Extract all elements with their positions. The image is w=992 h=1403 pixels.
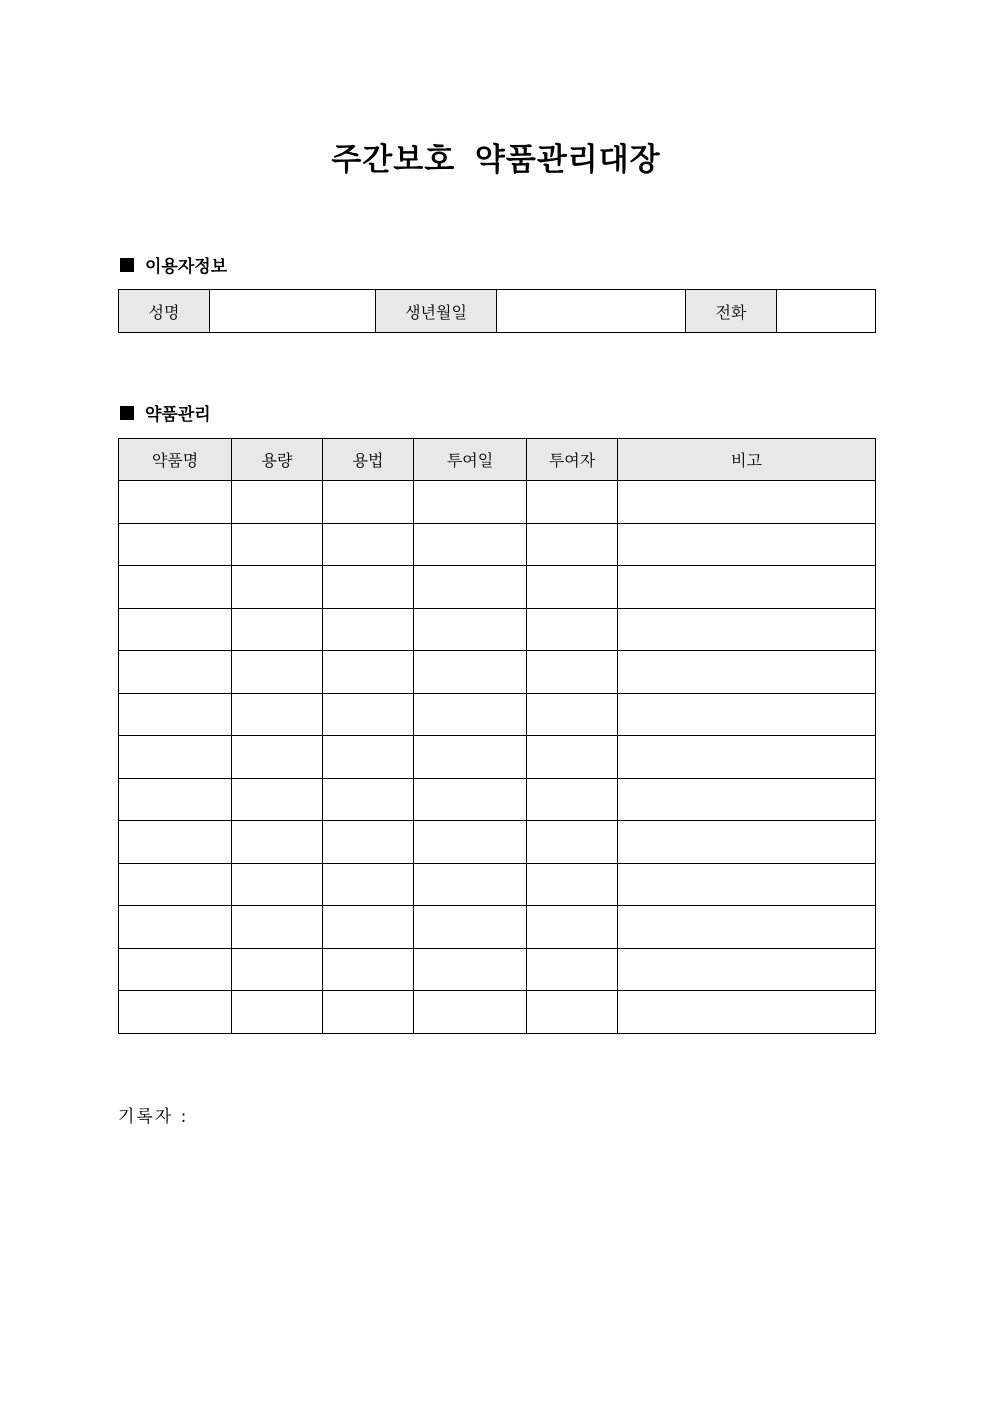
medicine-name-cell[interactable]: [119, 523, 232, 566]
user-info-row: [119, 290, 876, 333]
remarks-cell[interactable]: [618, 566, 876, 609]
table-row: [119, 523, 876, 566]
table-row: [119, 736, 876, 779]
medicine-name-cell[interactable]: [119, 693, 232, 736]
remarks-cell[interactable]: [618, 821, 876, 864]
usage-cell[interactable]: [323, 651, 414, 694]
user-info-heading-label: 이용자정보: [145, 257, 228, 277]
administration-date-cell[interactable]: [414, 523, 527, 566]
dose-cell[interactable]: [232, 906, 323, 949]
administered-by-cell[interactable]: [527, 863, 618, 906]
usage-cell[interactable]: [323, 778, 414, 821]
remarks-cell[interactable]: [618, 693, 876, 736]
table-row: [119, 778, 876, 821]
administration-date-cell[interactable]: [414, 693, 527, 736]
usage-cell[interactable]: [323, 863, 414, 906]
administration-date-cell[interactable]: [414, 821, 527, 864]
dose-cell[interactable]: [232, 523, 323, 566]
table-row: [119, 906, 876, 949]
dose-cell[interactable]: [232, 481, 323, 524]
administered-by-cell[interactable]: [527, 991, 618, 1034]
remarks-cell[interactable]: [618, 778, 876, 821]
square-bullet-icon: [120, 258, 134, 272]
user-info-table: [118, 289, 876, 333]
usage-cell[interactable]: [323, 566, 414, 609]
dose-cell[interactable]: [232, 736, 323, 779]
dose-cell[interactable]: [232, 948, 323, 991]
table-row: [119, 991, 876, 1034]
usage-cell[interactable]: [323, 608, 414, 651]
table-row: [119, 821, 876, 864]
medicine-name-cell[interactable]: [119, 863, 232, 906]
table-row: [119, 651, 876, 694]
dose-cell[interactable]: [232, 863, 323, 906]
usage-cell[interactable]: [323, 991, 414, 1034]
dose-cell[interactable]: [232, 778, 323, 821]
dose-cell[interactable]: [232, 991, 323, 1034]
administration-date-cell[interactable]: [414, 948, 527, 991]
birthdate-label: 생년월일: [376, 290, 497, 333]
medication-table: [118, 438, 876, 1034]
administration-date-cell[interactable]: [414, 778, 527, 821]
remarks-cell[interactable]: [618, 736, 876, 779]
dose-cell[interactable]: [232, 693, 323, 736]
administered-by-cell[interactable]: [527, 651, 618, 694]
administration-date-cell[interactable]: [414, 566, 527, 609]
column-header-medicine-name: 약품명: [119, 439, 232, 481]
administration-date-cell[interactable]: [414, 991, 527, 1034]
column-header-remarks: 비고: [618, 439, 876, 481]
table-row: [119, 566, 876, 609]
usage-cell[interactable]: [323, 906, 414, 949]
administered-by-cell[interactable]: [527, 906, 618, 949]
usage-cell[interactable]: [323, 693, 414, 736]
dose-cell[interactable]: [232, 651, 323, 694]
dose-cell[interactable]: [232, 566, 323, 609]
medication-heading: [118, 400, 211, 425]
column-header-usage: 용법: [323, 439, 414, 481]
administration-date-cell[interactable]: [414, 863, 527, 906]
usage-cell[interactable]: [323, 736, 414, 779]
medicine-name-cell[interactable]: [119, 821, 232, 864]
medication-header-row: [119, 439, 876, 481]
document-title: 주간보호 약품관리대장: [331, 142, 661, 178]
administration-date-cell[interactable]: [414, 651, 527, 694]
medicine-name-cell[interactable]: [119, 651, 232, 694]
administration-date-cell[interactable]: [414, 906, 527, 949]
column-header-administration-date: 투여일: [414, 439, 527, 481]
remarks-cell[interactable]: [618, 651, 876, 694]
remarks-cell[interactable]: [618, 481, 876, 524]
medicine-name-cell[interactable]: [119, 778, 232, 821]
dose-cell[interactable]: [232, 821, 323, 864]
medicine-name-cell[interactable]: [119, 566, 232, 609]
remarks-cell[interactable]: [618, 948, 876, 991]
remarks-cell[interactable]: [618, 906, 876, 949]
square-bullet-icon: [120, 406, 134, 420]
remarks-cell[interactable]: [618, 991, 876, 1034]
table-row: [119, 863, 876, 906]
administered-by-cell[interactable]: [527, 566, 618, 609]
birthdate-field[interactable]: [497, 290, 686, 333]
remarks-cell[interactable]: [618, 608, 876, 651]
medication-heading-label: 약품관리: [145, 405, 211, 425]
administered-by-cell[interactable]: [527, 523, 618, 566]
administration-date-cell[interactable]: [414, 736, 527, 779]
medicine-name-cell[interactable]: [119, 906, 232, 949]
administration-date-cell[interactable]: [414, 481, 527, 524]
column-header-administered-by: 투여자: [527, 439, 618, 481]
administered-by-cell[interactable]: [527, 778, 618, 821]
administered-by-cell[interactable]: [527, 693, 618, 736]
medicine-name-cell[interactable]: [119, 481, 232, 524]
administered-by-cell[interactable]: [527, 481, 618, 524]
phone-label: 전화: [686, 290, 777, 333]
phone-field[interactable]: [777, 290, 876, 333]
remarks-cell[interactable]: [618, 863, 876, 906]
table-row: [119, 608, 876, 651]
name-field[interactable]: [210, 290, 376, 333]
recorder-label: 기록자 :: [118, 1107, 189, 1127]
administered-by-cell[interactable]: [527, 608, 618, 651]
usage-cell[interactable]: [323, 821, 414, 864]
dose-cell[interactable]: [232, 608, 323, 651]
administered-by-cell[interactable]: [527, 948, 618, 991]
medicine-name-cell[interactable]: [119, 608, 232, 651]
usage-cell[interactable]: [323, 481, 414, 524]
user-info-heading: [118, 252, 227, 277]
remarks-cell[interactable]: [618, 523, 876, 566]
usage-cell[interactable]: [323, 523, 414, 566]
column-header-dose: 용량: [232, 439, 323, 481]
medicine-name-cell[interactable]: [119, 948, 232, 991]
table-row: [119, 693, 876, 736]
table-row: [119, 948, 876, 991]
medicine-name-cell[interactable]: [119, 736, 232, 779]
administered-by-cell[interactable]: [527, 821, 618, 864]
medicine-name-cell[interactable]: [119, 991, 232, 1034]
usage-cell[interactable]: [323, 948, 414, 991]
medication-table-body: [119, 481, 876, 1034]
administration-date-cell[interactable]: [414, 608, 527, 651]
administered-by-cell[interactable]: [527, 736, 618, 779]
name-label: 성명: [119, 290, 210, 333]
table-row: [119, 481, 876, 524]
